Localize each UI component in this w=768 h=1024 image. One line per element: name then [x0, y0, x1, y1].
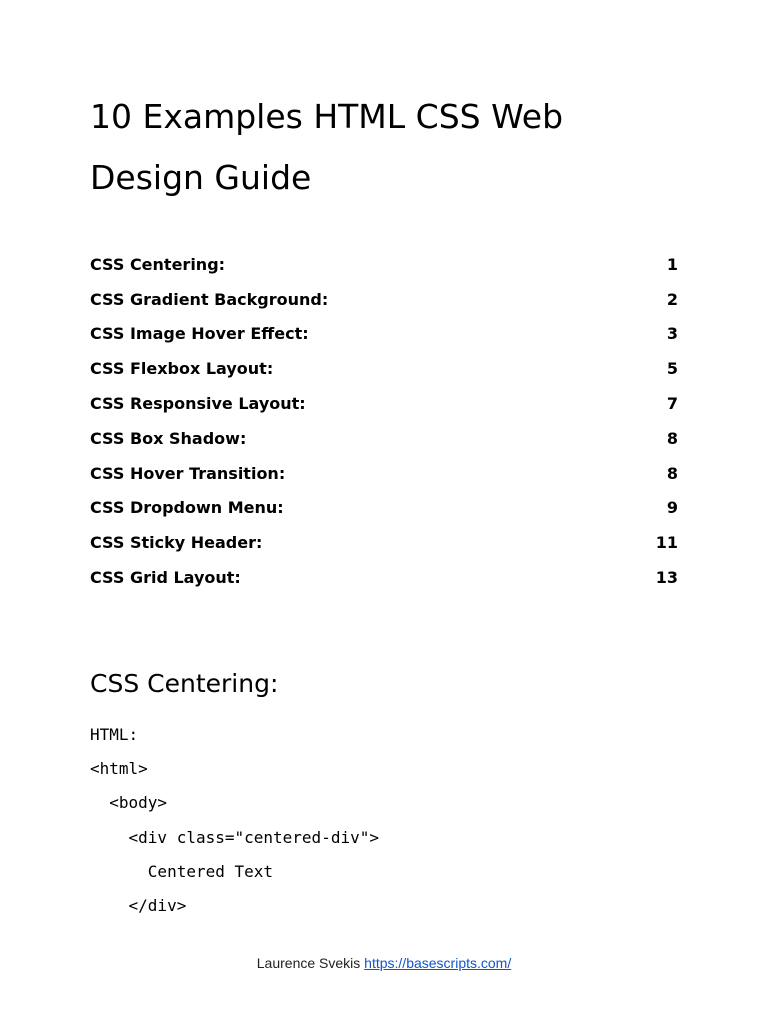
toc-entry-label: CSS Dropdown Menu:: [90, 498, 284, 518]
title-line-1: 10 Examples HTML CSS Web: [90, 97, 564, 136]
table-of-contents: [90, 247, 678, 595]
toc-entry-page: 3: [666, 324, 678, 344]
toc-entry[interactable]: [90, 386, 678, 421]
code-line: </div>: [90, 895, 187, 915]
toc-entry-label: CSS Gradient Background:: [90, 289, 329, 309]
toc-entry-page: 1: [666, 254, 678, 274]
toc-entry-label: CSS Responsive Layout:: [90, 394, 306, 414]
toc-entry-label: CSS Box Shadow:: [90, 428, 247, 448]
code-line: <body>: [90, 793, 168, 813]
toc-entry-page: 13: [655, 568, 678, 588]
footer-author: Laurence Svekis: [256, 955, 361, 971]
toc-entry-page: 8: [666, 463, 678, 483]
toc-entry-page: 5: [666, 359, 678, 379]
toc-entry[interactable]: [90, 525, 678, 560]
section-heading: CSS Centering:: [90, 669, 279, 698]
toc-entry-page: 11: [655, 533, 678, 553]
toc-entry-label: CSS Sticky Header:: [90, 533, 263, 553]
toc-entry-label: CSS Hover Transition:: [90, 463, 286, 483]
page-footer: [0, 955, 768, 971]
document-title: [90, 86, 690, 208]
toc-entry-label: CSS Centering:: [90, 254, 226, 274]
toc-entry-page: 8: [666, 428, 678, 448]
toc-entry[interactable]: [90, 491, 678, 526]
toc-entry[interactable]: [90, 351, 678, 386]
footer-link[interactable]: https://basescripts.com/: [364, 955, 512, 971]
code-block: [90, 720, 379, 925]
toc-entry-label: CSS Image Hover Effect:: [90, 324, 309, 344]
toc-entry[interactable]: [90, 560, 678, 595]
title-line-2: Design Guide: [90, 158, 312, 197]
code-line: <div class="centered-div">: [90, 827, 379, 847]
toc-entry-label: CSS Flexbox Layout:: [90, 359, 274, 379]
toc-entry-page: 9: [666, 498, 678, 518]
toc-entry-page: 7: [666, 394, 678, 414]
toc-entry[interactable]: [90, 317, 678, 352]
toc-entry[interactable]: [90, 247, 678, 282]
code-line: <html>: [90, 759, 148, 779]
code-line: Centered Text: [90, 861, 274, 881]
code-line: HTML:: [90, 725, 139, 744]
toc-entry-label: CSS Grid Layout:: [90, 568, 241, 588]
toc-entry[interactable]: [90, 421, 678, 456]
toc-entry[interactable]: [90, 282, 678, 317]
toc-entry[interactable]: [90, 456, 678, 491]
toc-entry-page: 2: [666, 289, 678, 309]
